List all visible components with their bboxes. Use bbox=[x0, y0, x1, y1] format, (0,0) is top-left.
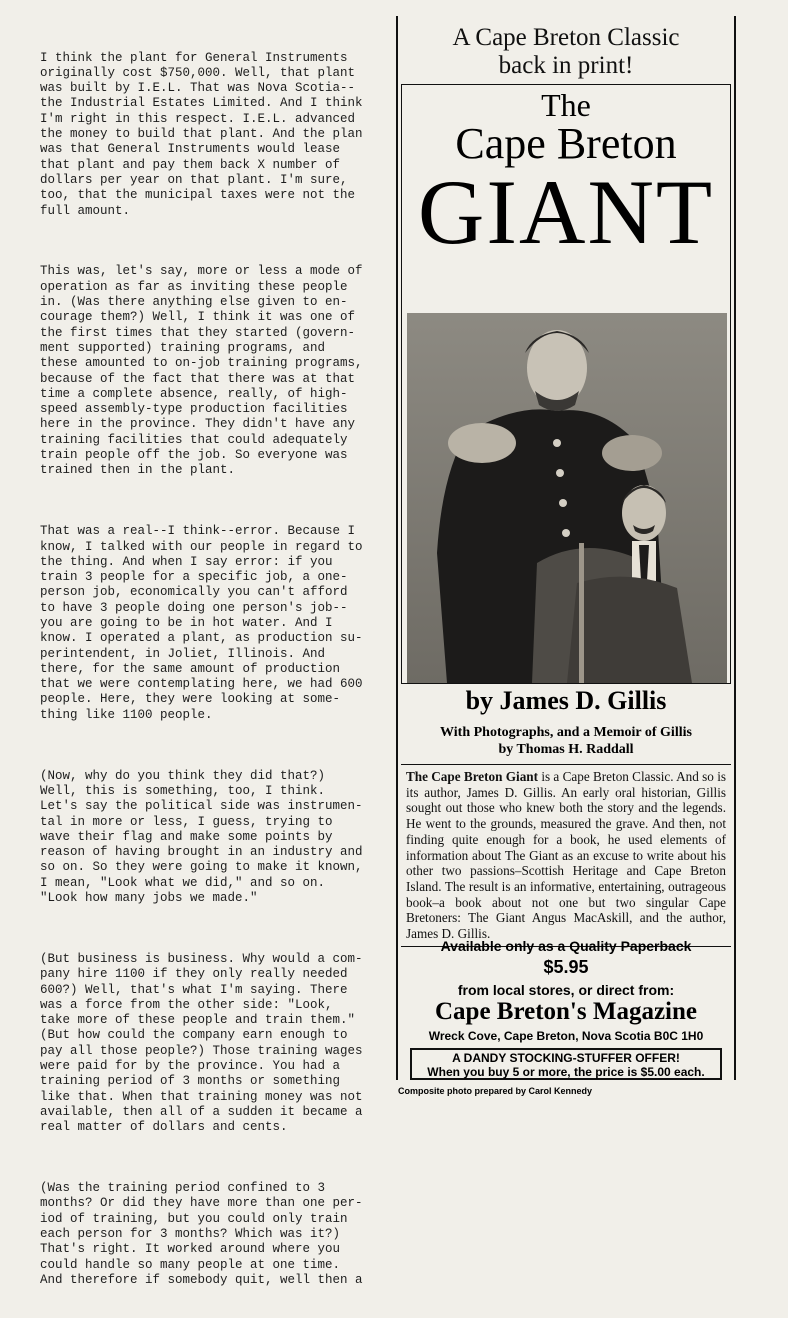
offer-headline: A DANDY STOCKING-STUFFER OFFER! bbox=[452, 1051, 680, 1065]
paragraph: (Now, why do you think they did that?) Well, this is something, too, I think. Let's say the political side was instrumen- tal in more or less, I guess, trying to wave their flag and make some points by reason of having brought in an industry and so on. So they were going to make it known, I mean, "Look what we did," and so on. "Look how many jobs we made." bbox=[40, 768, 363, 906]
ad-headline bbox=[398, 24, 734, 80]
purchase-source-note: from local stores, or direct from: bbox=[457, 982, 675, 998]
paragraph: (Was the training period confined to 3 months? Or did they have more than one per- iod of training, but you could only train each person for 3 months? Which was it?) That's right. It worked around where you could handle so many people at one time. And therefore if somebody quit, well then a bbox=[40, 1181, 363, 1287]
ad-headline-line-2: back in print! bbox=[498, 52, 634, 79]
offer-details: When you buy 5 or more, the price is $5.00 each. bbox=[427, 1065, 705, 1079]
book-subtitle-line-1: With Photographs, and a Memoir of Gillis bbox=[440, 725, 692, 740]
book-cover bbox=[401, 84, 731, 684]
giant-portrait-photo bbox=[407, 313, 727, 683]
special-offer-box bbox=[410, 1048, 722, 1080]
book-author-byline: by James D. Gillis bbox=[465, 686, 667, 715]
paragraph: I think the plant for General Instruments originally cost $750,000. Well, that plant was built by I.E.L. That was Nova Scotia-- the Industrial Estates Limited. And I think I'm right in this respect. I.E.L. advanced the money to build that plant. And the plan was that General Instruments would lease that plant and pay them back X number of dollars per year on that plant. I'm sure, too, that the municipal taxes were not the full amount. bbox=[40, 50, 363, 218]
book-title-cape-breton: Cape Breton bbox=[455, 119, 677, 168]
book-price: $5.95 bbox=[543, 957, 589, 977]
book-subtitle-line-2: by Thomas H. Raddall bbox=[498, 742, 634, 757]
book-description bbox=[401, 764, 731, 947]
description-title: The Cape Breton Giant bbox=[406, 769, 539, 784]
magazine-name: Cape Breton's Magazine bbox=[434, 998, 697, 1025]
description-body: is a Cape Breton Classic. And so is its author, James D. Gillis. An early oral historian, Gillis sought out those who knew both the story and the legends. He went to the grounds, measured the grave. And then, not finding quite enough for a book, he used elements of information about The Giant as an excuse to write about his other two passions–Scottish Heritage and Cape Breton Island. The result is an informative, entertaining, outrageous book–a book about not one but two singular Cape Bretoners: The Giant Angus MacAskill, and the author, James D. Gillis. bbox=[406, 769, 726, 942]
paragraph: That was a real--I think--error. Because I know, I talked with our people in regard to the thing. And when I say error: if you train 3 people for a specific job, a one- person job, economically you can't afford to have 3 people doing one person's job-- you are going to be in hot water. And I know. I operated a plant, as production su- perintendent, in Joliet, Illinois. And there, for the same amount of production that we were contemplating here, we had 600 people. Here, they were looking at some- thing like 1100 people. bbox=[40, 524, 363, 722]
composite-photo bbox=[407, 313, 727, 683]
photo-credit: Composite photo prepared by Carol Kennedy bbox=[398, 1086, 593, 1096]
availability-note: Available only as a Quality Paperback bbox=[440, 938, 692, 954]
paragraph: This was, let's say, more or less a mode of operation as far as inviting these people in. (Was there anything else given to en- courage them?) Well, I think it was one of the first times that they started (govern- ment supported) training programs, and these amounted to on-job training programs, because of the fact that there was at that time a complete absence, really, of high- speed assembly-type production facilities here in the province. They didn't have any training facilities that could adequately train people off the job. So everyone was trained then in the plant. bbox=[40, 264, 363, 478]
magazine-address: Wreck Cove, Cape Breton, Nova Scotia B0C 1H0 bbox=[428, 1029, 704, 1043]
book-advertisement bbox=[396, 16, 736, 1080]
book-title-the: The bbox=[541, 87, 591, 123]
interview-text-column bbox=[40, 20, 380, 1318]
book-subtitle bbox=[398, 724, 734, 758]
paragraph: (But business is business. Why would a com- pany hire 1100 if they only really needed 600?) Well, that's what I'm saying. There was a force from the other side: "Look, take more of these people and train them." (But how could the company earn enough to pay all those people?) Those training wages were paid for by the province. You had a training period of 3 months or something like that. When that training money was not available, then all of a sudden it became a real matter of dollars and cents. bbox=[40, 951, 363, 1135]
book-title-giant: GIANT bbox=[417, 161, 715, 263]
ad-headline-line-1: A Cape Breton Classic bbox=[452, 24, 680, 51]
